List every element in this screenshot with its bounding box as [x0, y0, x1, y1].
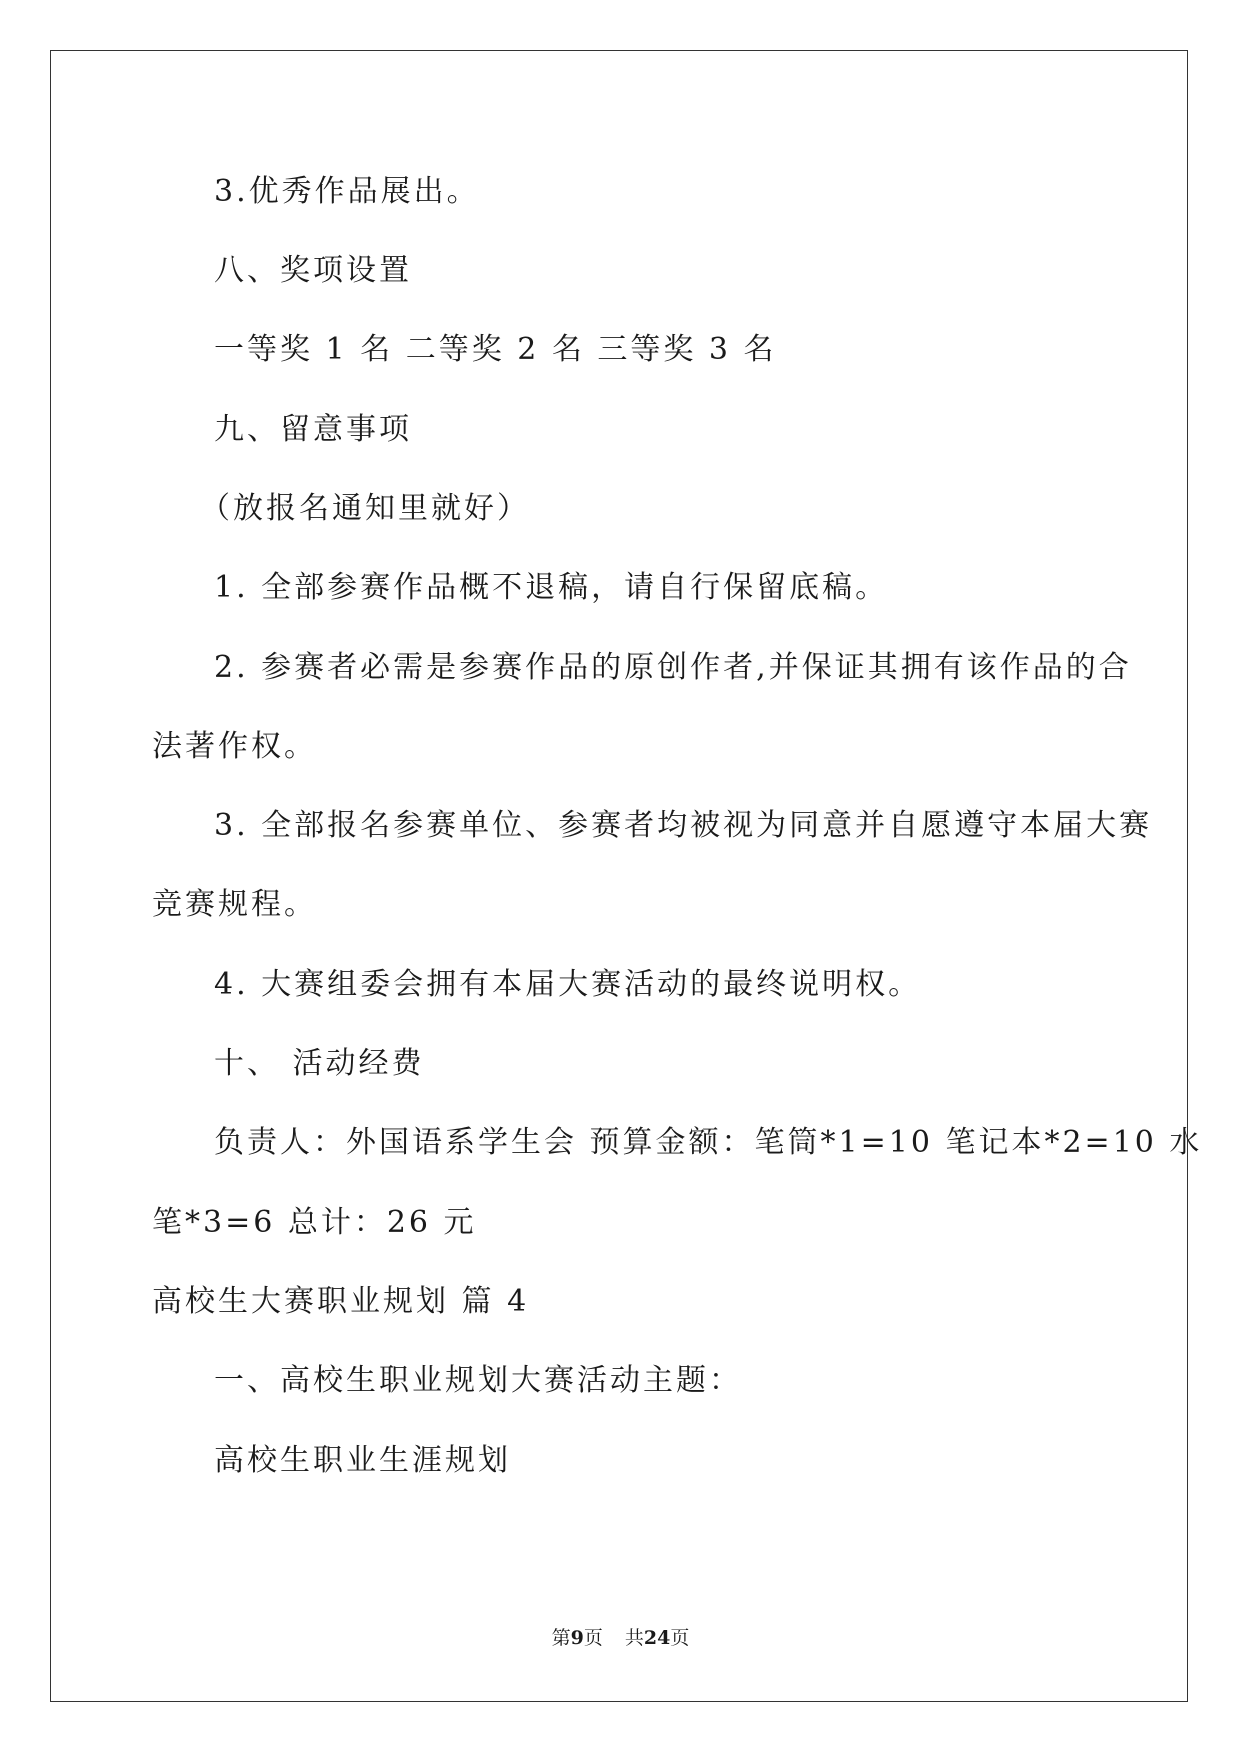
- text-line: 负责人：外国语系学生会 预算金额：笔筒*1=10 笔记本*2=10 水: [214, 1125, 1203, 1160]
- section-heading: 九、留意事项: [214, 412, 412, 447]
- page-footer: [0, 1626, 1241, 1650]
- section-heading: 八、奖项设置: [214, 253, 412, 288]
- text-line: 笔*3=6 总计：26 元: [152, 1205, 477, 1240]
- text-line: 高校生职业生涯规划: [214, 1443, 511, 1478]
- text-line: 一等奖 1 名 二等奖 2 名 三等奖 3 名: [214, 332, 777, 367]
- section-heading: 十、 活动经费: [214, 1046, 425, 1081]
- footer-prefix: 第: [551, 1627, 571, 1649]
- text-line: 法著作权。: [152, 729, 317, 764]
- article-title: 高校生大赛职业规划 篇 4: [152, 1284, 530, 1319]
- footer-page-suffix: 页: [583, 1627, 603, 1649]
- footer-page-number: 9: [570, 1627, 584, 1649]
- text-line: （放报名通知里就好）: [200, 491, 530, 526]
- footer-total-prefix: 共: [624, 1627, 644, 1649]
- section-heading: 一、高校生职业规划大赛活动主题：: [214, 1363, 742, 1398]
- text-line: 2. 参赛者必需是参赛作品的原创作者,并保证其拥有该作品的合: [214, 650, 1132, 685]
- text-line: 竞赛规程。: [152, 887, 317, 922]
- footer-total-pages: 24: [643, 1627, 671, 1649]
- footer-total-suffix: 页: [670, 1627, 690, 1649]
- text-line: 3. 全部报名参赛单位、参赛者均被视为同意并自愿遵守本届大赛: [214, 808, 1153, 843]
- text-line: 1. 全部参赛作品概不退稿，请自行保留底稿。: [214, 570, 889, 605]
- text-line: 3.优秀作品展出。: [214, 174, 480, 209]
- text-line: 4. 大赛组委会拥有本届大赛活动的最终说明权。: [214, 967, 922, 1002]
